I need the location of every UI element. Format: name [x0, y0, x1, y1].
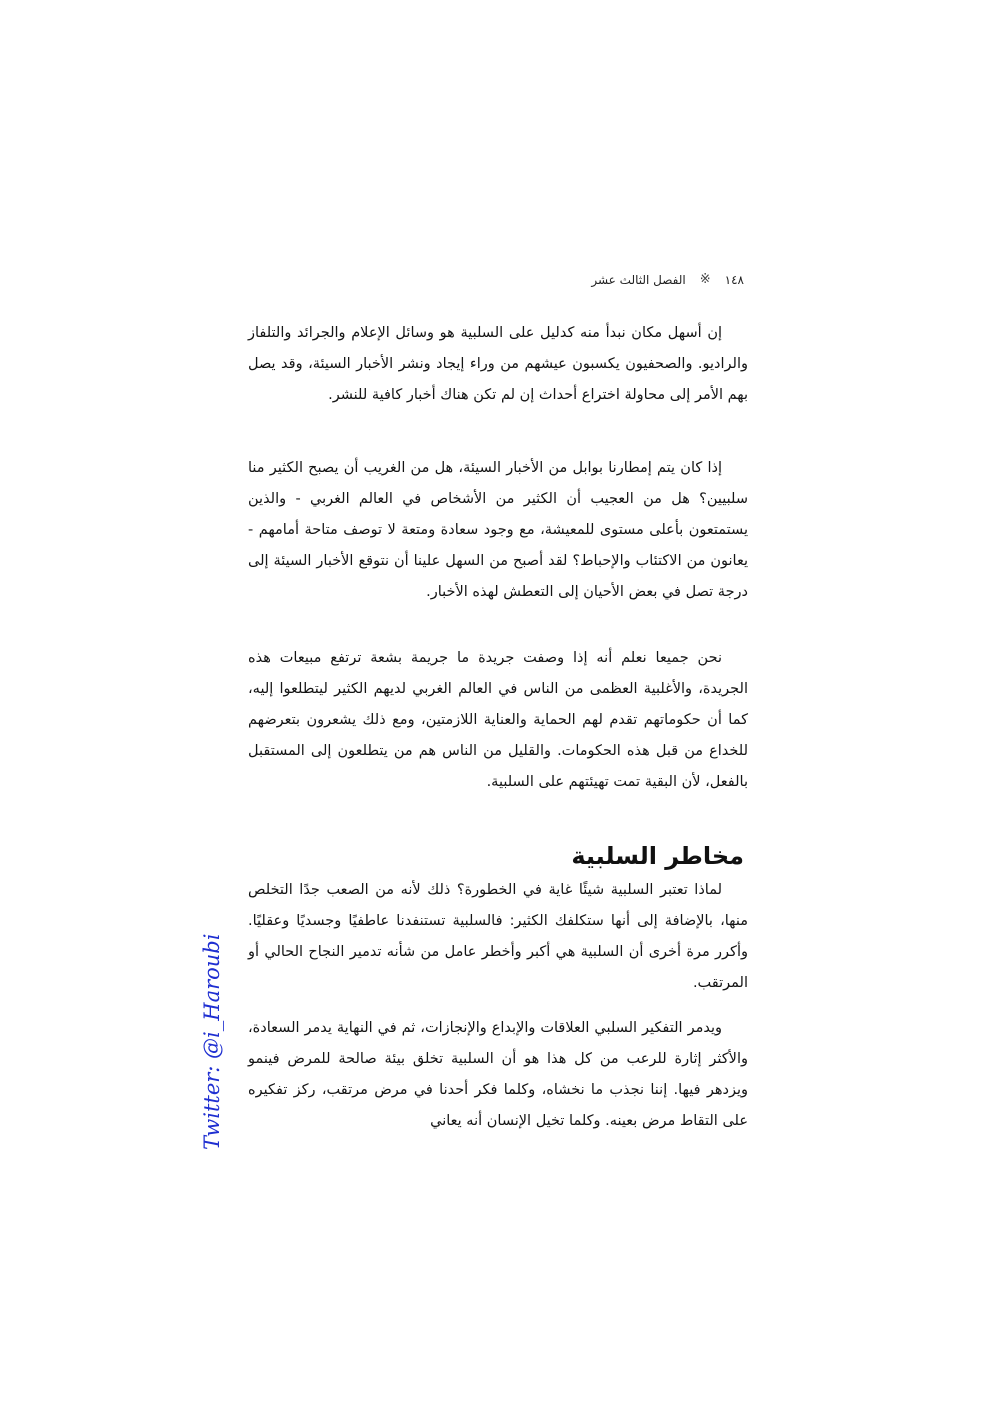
body-paragraph-3: [248, 643, 748, 798]
body-paragraph-1: [248, 318, 748, 411]
body-paragraph-2: [248, 453, 748, 608]
paragraph-text: لماذا تعتبر السلبية شيئًا غاية في الخطورة؟ ذلك لأنه من الصعب جدًا التخلص منها، بالإضافة إلى أنها ستكلفك الكثير: فالسلبية تستنفدنا عاطفيًا وجسديًا وعقليًا. وأكرر مرة أخرى أن السلبية هي أكبر وأخطر عامل من شأنه تدمير النجاح الحالي أو المرتقب.: [248, 882, 748, 991]
paragraph-text: ويدمر التفكير السلبي العلاقات والإبداع والإنجازات، ثم في النهاية يدمر السعادة، والأكثر إثارة للرعب من كل هذا هو أن السلبية تخلق بيئة صالحة للمرض فينمو ويزدهر فيها. إننا نجذب ما نخشاه، وكلما فكر أحدنا في مرض مرتقب، ركز تفكيره على التقاط مرض بعينه. وكلما تخيل الإنسان أنه يعاني: [248, 1020, 748, 1129]
ornament-icon: ※: [699, 272, 711, 287]
section-paragraph-1: [248, 875, 748, 999]
section-heading: مخاطر السلبية: [571, 841, 744, 870]
running-header: [591, 272, 744, 287]
page-number: ١٤٨: [724, 272, 744, 287]
paragraph-text: إن أسهل مكان نبدأ منه كدليل على السلبية هو وسائل الإعلام والجرائد والتلفاز والراديو. والصحفيون يكسبون عيشهم من وراء إيجاد ونشر الأخبار السيئة، وقد يصل بهم الأمر إلى محاولة اختراع أحداث إن لم تكن هناك أخبار كافية للنشر.: [248, 325, 748, 403]
section-paragraph-2: [248, 1013, 748, 1137]
paragraph-text: إذا كان يتم إمطارنا بوابل من الأخبار السيئة، هل من الغريب أن يصبح الكثير منا سلبيين؟ هل من العجيب أن الكثير من الأشخاص في العالم الغربي - والذين يستمتعون بأعلى مستوى للمعيشة، مع وجود سعادة ومتعة لا توصف متاحة أمامهم - يعانون من الاكتئاب والإحباط؟ لقد أصبح من السهل علينا أن نتوقع الأخبار السيئة إلى درجة تصل في بعض الأحيان إلى التعطش لهذه الأخبار.: [248, 460, 748, 600]
chapter-title: الفصل الثالث عشر: [591, 272, 686, 287]
paragraph-text: نحن جميعا نعلم أنه إذا وصفت جريدة ما جريمة بشعة ترتفع مبيعات هذه الجريدة، والأغلبية العظمى من الناس في العالم الغربي لديهم الكثير ليتطلعوا إليه، كما أن حكوماتهم تقدم لهم الحماية والعناية اللازمتين، ومع ذلك يشعرون بتعرضهم للخداع من قبل هذه الحكومات. والقليل من الناس هم من يتطلعون إلى المستقبل بالفعل، لأن البقية تمت تهيئتهم على السلبية.: [248, 650, 748, 790]
twitter-watermark: Twitter: @i_Haroubi: [200, 933, 224, 1150]
